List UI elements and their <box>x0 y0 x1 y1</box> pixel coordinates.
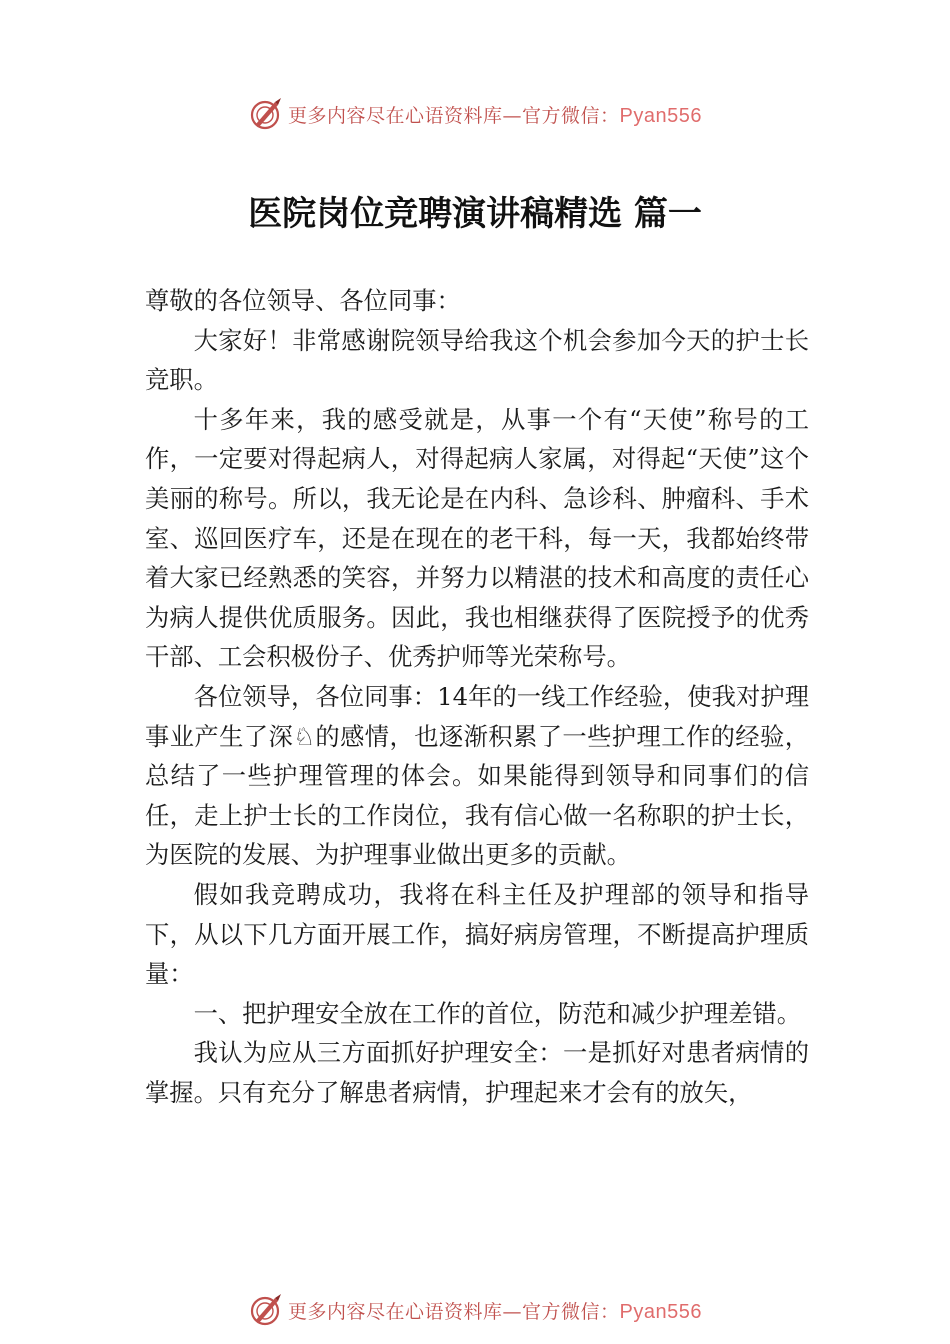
paragraph: 我认为应从三方面抓好护理安全：一是抓好对患者病情的掌握。只有充分了解患者病情，护理起来才会有的放矢， <box>145 1038 809 1107</box>
footer-banner-text <box>288 1297 702 1324</box>
document-body <box>145 281 809 1112</box>
header-banner[interactable] <box>0 94 950 134</box>
salutation: 尊敬的各位领导、各位同事： <box>145 286 461 315</box>
paragraph: 一、把护理安全放在工作的首位，防范和减少护理差错。 <box>193 998 802 1028</box>
header-banner-text <box>288 101 702 128</box>
seal-logo-icon <box>248 96 284 132</box>
header-banner-label: 更多内容尽在心语资料库—官方微信： <box>288 104 620 127</box>
paragraph: 十多年来，我的感受就是，从事一个有“天使”称号的工作，一定要对得起病人，对得起病人家属，对得起“天使”这个美丽的称号。所以，我无论是在内科、急诊科、肿瘤科、手术室、巡回医疗车，还是在现在的老干科，每一天，我都始终带着大家已经熟悉的笑容，并努力以精湛的技术和高度的责任心为病人提供优质服务。因此，我也相继获得了医院授予的优秀干部、工会积极份子、优秀护师等光荣称号。 <box>145 404 809 672</box>
document-title: 医院岗位竞聘演讲稿精选 篇一 <box>248 194 702 234</box>
header-wechat-id: Pyan556 <box>619 104 702 127</box>
seal-logo-icon <box>248 1292 284 1328</box>
footer-banner-label: 更多内容尽在心语资料库—官方微信： <box>288 1300 620 1323</box>
footer-banner[interactable] <box>0 1290 950 1330</box>
footer-wechat-id: Pyan556 <box>619 1300 702 1323</box>
paragraph: 各位领导，各位同事：14年的一线工作经验，使我对护理事业产生了深♘的感情，也逐渐积累了一些护理工作的经验，总结了一些护理管理的体会。如果能得到领导和同事们的信任，走上护士长的工作岗位，我有信心做一名称职的护士长，为医院的发展、为护理事业做出更多的贡献。 <box>145 681 809 870</box>
paragraph: 假如我竞聘成功，我将在科主任及护理部的领导和指导下，从以下几方面开展工作，搞好病房管理，不断提高护理质量： <box>145 879 809 989</box>
paragraph: 大家好！非常感谢院领导给我这个机会参加今天的护士长竞职。 <box>145 325 809 395</box>
